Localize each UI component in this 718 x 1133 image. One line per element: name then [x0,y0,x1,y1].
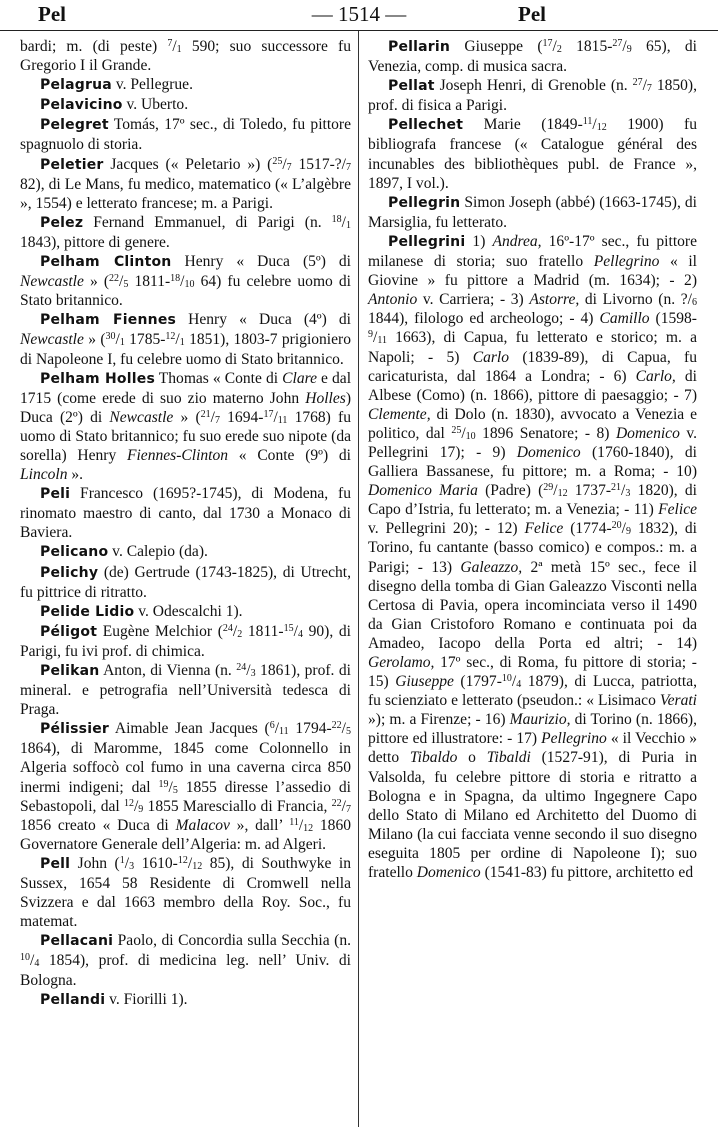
dictionary-entry [20,542,351,562]
entry-headword: Pelham Fiennes [40,312,177,329]
entry-headword: Pelez [40,214,84,231]
entry-headword: Pellacani [40,933,114,950]
dictionary-entry [20,854,351,931]
dictionary-entry [20,115,351,154]
entry-headword: Pell [40,855,71,872]
right-column [368,37,697,882]
dictionary-entry [368,232,697,882]
dictionary-entry [20,990,351,1010]
entry-text: Henry « Duca (5º) di Newcastle » ($^{22}/_5$ $1811-^{18}/_{10}$ 64) fu celebre uomo di Stato britannico. [20,253,351,310]
left-column [20,37,351,1010]
entry-text: v. Pellegrue. [111,76,193,94]
entry-text: Giuseppe ($^{17}/_2$ $1815-^{27}/_9$ 65), di Venezia, comp. di musica sacra. [368,38,697,76]
entry-text: v. Calepio (da). [108,543,208,561]
dictionary-entry [20,602,351,622]
dictionary-entry [368,37,697,76]
dictionary-entry [368,76,697,115]
entry-text: Aimable Jean Jacques ($^6/_{11}$ $1794-^{22}/_5$ 1864), di Maromme, 1845 come Colonnello in Algeria soffocò col fumo in una caverna circa 850 inermi indigeni; dal $^{19}/_5$ 1855 diresse l’assedio di Sebastopoli, dal $^{12}/_9$ 1855 Maresciallo di Francia, $^{22}/_7$ 1856 creato « Duca di Malacov », dall’ $^{11}/_{12}$ 1860 Governatore Generale dell’Algeria: m. ad Algeri. [20,720,352,853]
dictionary-entry [20,75,351,95]
entry-text: v. Fiorilli 1). [105,990,188,1008]
entry-headword: Pellandi [40,991,106,1008]
entry-headword: Pelham Clinton [40,254,172,271]
dictionary-entry [20,155,351,213]
entry-text: Eugène Melchior ($^{24}/_2$ $1811-^{15}/_4$ 90), di Parigi, fu ivi prof. di chimica. [20,622,351,660]
entry-headword: Peletier [40,156,104,173]
entry-headword: Pélissier [40,721,110,738]
entry-headword: Pelegret [40,117,109,134]
dictionary-entry [20,310,351,368]
page-number: — 1514 — [311,2,407,26]
entry-text: Francesco (1695?-1745), di Modena, fu rinomato maestro di canto, dal 1730 a Monaco di Baviera. [20,485,351,542]
entry-headword: Pelichy [40,564,99,581]
entry-text: Anton, di Vienna (n. $^{24}/_3$ 1861), prof. di mineral. e petrografia nell’Università tedesca di Praga. [20,662,351,719]
dictionary-entry [20,484,351,542]
entry-text: Paolo, di Concordia sulla Secchia (n. $^{10}/_4$ 1854), prof. di medicina leg. nell’ Univ. di Bologna. [20,932,351,989]
entry-text: Fernand Emmanuel, di Parigi (n. $^{18}/_1$ 1843), pittore di genere. [20,213,351,251]
dictionary-entry [20,369,351,485]
entry-text: Simon Joseph (abbé) (1663-1745), di Marsiglia, fu letterato. [368,193,697,231]
entry-headword: Pelikan [40,663,100,679]
dictionary-entry [368,115,697,192]
entry-headword: Pellarin [388,39,451,55]
entry-text: John ($^1/_3$ $1610-^{12}/_{12}$ 85), di Southwyke in Sussex, 1654 58 Residente di Cromwell nella Svizzera e dal 1663 membro della Roy. Soc., fu matemat. [20,854,351,931]
dictionary-entry [20,661,351,719]
dictionary-entry [20,213,351,252]
dictionary-entry [20,563,351,602]
entry-headword: Pellechet [388,117,464,134]
column-divider [358,31,359,1127]
entry-text: v. Uberto. [122,96,189,114]
entry-text: Henry « Duca (4º) di Newcastle » ($^{30}/_1$ $1785-^{12}/_1$ 1851), 1803-7 prigioniero di Napoleone I, fu celebre uomo di Stato britannico. [20,311,351,368]
entry-text: Marie ($1849-^{11}/_{12}$ 1900) fu bibliografa francese (« Catalogue général des incunables des bibliothèques publ. de France », 1897, I vol.). [368,116,698,192]
entry-headword: Pelham Holles [40,370,155,387]
entry-text: Joseph Henri, di Grenoble (n. $^{27}/_7$ 1850), prof. di fisica a Parigi. [368,77,697,115]
entry-headword: Pellat [388,78,435,95]
dictionary-entry [20,622,351,661]
entry-text: Thomas « Conte di Clare e dal 1715 (come erede di suo zio materno John Holles) Duca (2º) di Newcastle » ($^{21}/_7$ $1694-^{17}/_{11}$ 1768) fu uomo di Stato britannico; fu suo erede suo nipote (da sorella) Henry Fiennes-Clinton « Conte (9º) di Lincoln ». [20,369,352,484]
entry-text: Tomás, 17º sec., di Toledo, fu pittore spagnuolo di storia. [20,116,351,154]
dictionary-entry [368,193,697,232]
entry-headword: Pelide Lidio [40,603,135,620]
entry-text: Jacques (« Peletario ») ($^{25}/_7$ $1517-?/_7$ 82), di Le Mans, fu medico, matematico (« L’algèbre », 1554) e letterato francese; m. a Parigi. [20,155,351,212]
dictionary-entry [20,719,351,854]
dictionary-entry [20,37,351,75]
dictionary-entry [20,252,351,310]
entry-headword: Pelicano [40,544,109,561]
entry-headword: Pellegrini [388,233,466,250]
entry-headword: Péligot [40,623,98,640]
page-header [0,0,718,31]
entry-text: bardi; m. (di peste) $^7/_1$ 590; suo successore fu Gregorio I il Grande. [20,38,352,75]
entry-headword: Peli [40,486,71,503]
dictionary-entry [20,95,351,115]
entry-text: v. Odescalchi 1). [134,602,243,620]
entry-headword: Pelagrua [40,77,112,94]
header-right-keyword: Pel [518,2,546,26]
entry-headword: Pellegrin [388,194,461,211]
dictionary-entry [20,931,351,989]
header-left-keyword: Pel [38,2,66,26]
entry-headword: Pelavicino [40,97,123,114]
entry-text: (de) Gertrude (1743-1825), di Utrecht, fu pittrice di ritratto. [20,563,351,601]
entry-text: 1) Andrea, 16º-17º sec., fu pittore milanese di storia; suo fratello Pellegrino « il Giovine » fu pittore a Madrid (m. 1634); - 2) Antonio v. Carriera; - 3) Astorre, di Livorno (n. $?/_6$ 1844), filologo ed archeologo; - 4) Camillo ($1598-^9/_{11}$ 1663), di Capua, fu letterato e storico; m. a Napoli; - 5) Carlo (1839-89), di Capua, fu caricaturista, dal 1864 a Londra; - 6) Carlo, di Albese (Como) (n. 1866), pittore di paesaggio; - 7) Clemente, di Dolo (n. 1830), avvocato a Venezia e politico, dal $^{25}/_{10}$ 1896 Senatore; - 8) Domenico v. Pellegrini 17); - 9) Domenico (1760-1840), di Galliera Bassanese, fu pittore; m. a Roma; - 10) Domenico Maria (Padre) ($^{29}/_{12}$ $1737-^{21}/_3$ 1820), di Capo d’Istria, fu letterato; m. a Venezia; - 11) Felice v. Pellegrini 20); - 12) Felice ($1774-^{20}/_9$ 1832), di Torino, fu cantante (basso comico) e compos.: m. a Parigi; - 13) Galeazzo, 2ª metà 15º sec., fece il disegno della tomba di Gian Galeazzo Visconti nella Certosa di Pavia, opera incominciata verso il 1490 da Gian Cristoforo Romano e continuata poi da Amadeo, Iacopo della Porta ed altri; - 14) Gerolamo, 17º sec., di Roma, fu pittore di storia; - 15) Giuseppe ($1797-^{10}/_4$ 1879), di Lucca, patriotta, fu scienziato e letterato (pseudon.: « Lisimaco Verati »); m. a Firenze; - 16) Maurizio, di Torino (n. 1866), pittore ed illustratore: - 17) Pellegrino « il Vecchio » detto Tibaldo o Tibaldi (1527-91), di Puria in Valsolda, fu celebre pittore di storia e ritratto a Bologna e in Spagna, da ultimo Ingegnere Capo dello Stato di Milano ed Architetto del Duomo di Milano (la cui facciata venne secondo il suo disegno eseguita 1805 per ordine di Napoleone I); suo fratello Domenico (1541-83) fu pittore, architetto ed [368,232,698,882]
